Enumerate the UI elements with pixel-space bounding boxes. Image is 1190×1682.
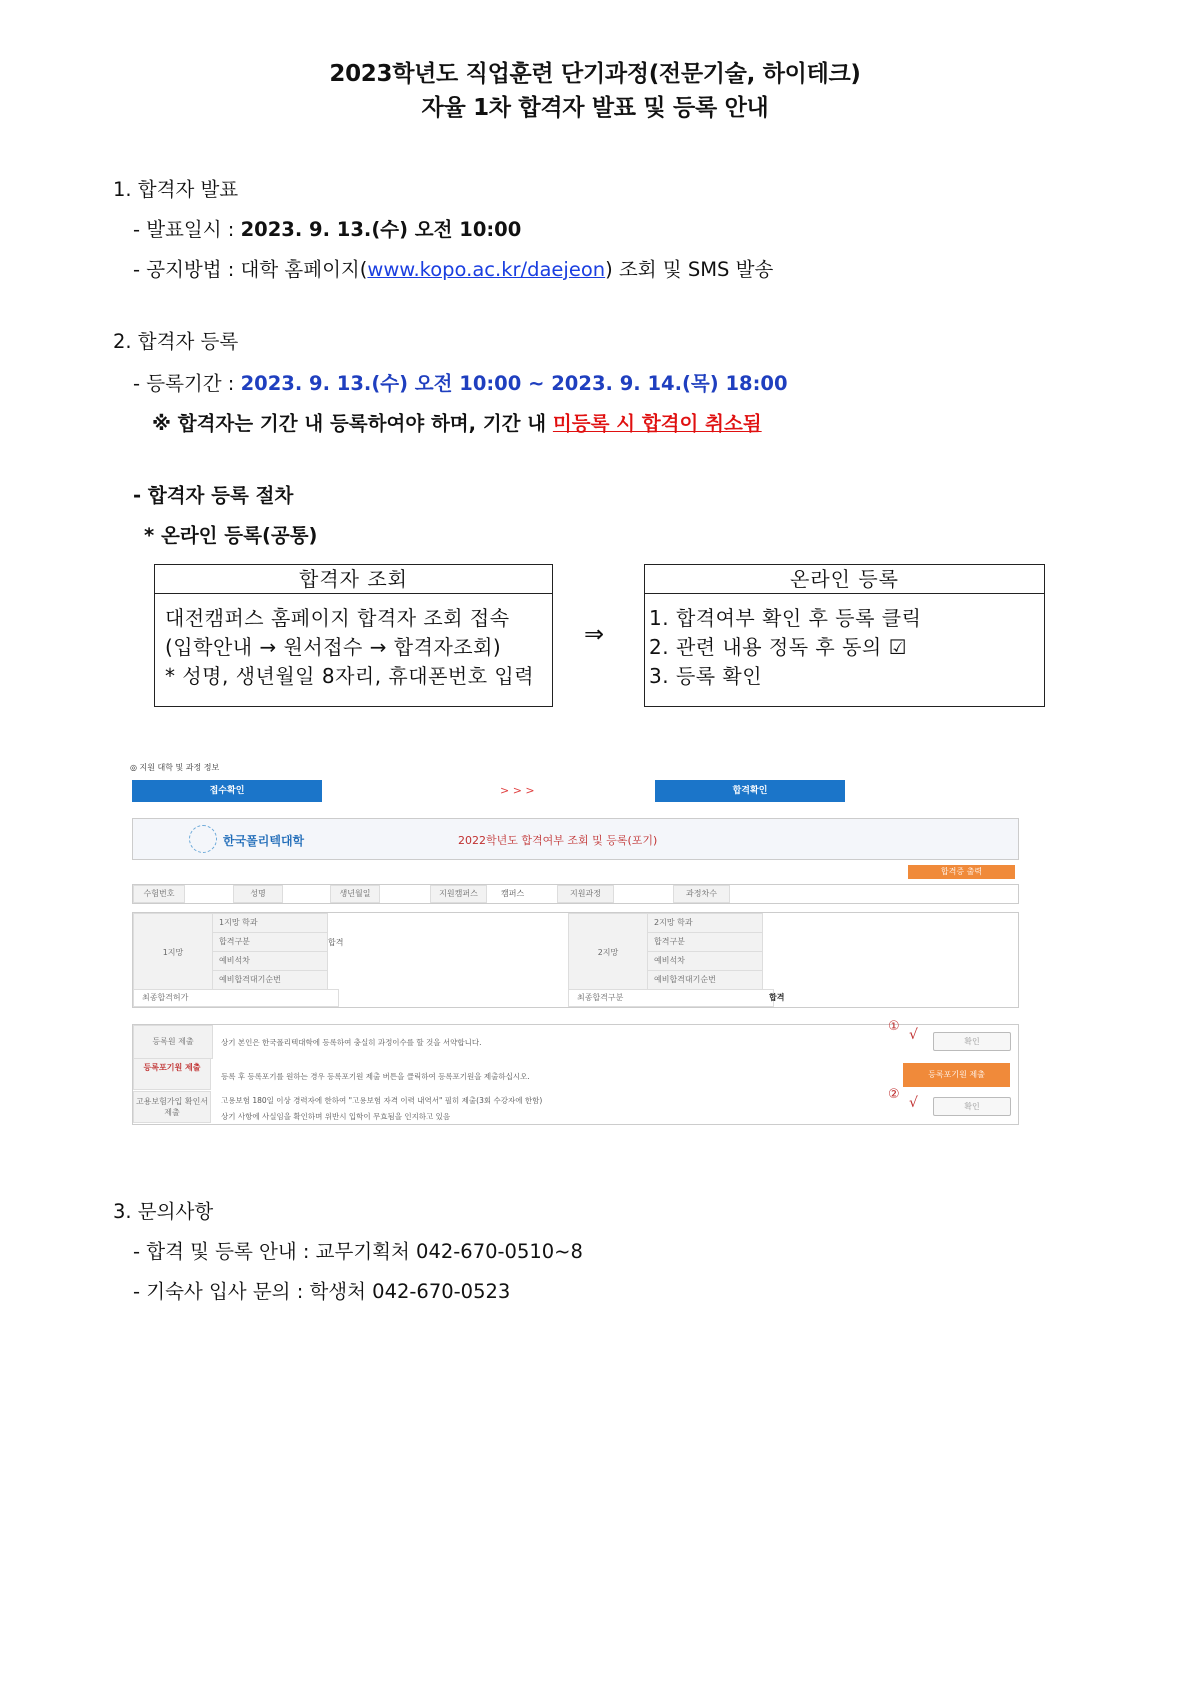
choice1-label: 1지망 bbox=[133, 913, 213, 993]
online-title: * 온라인 등록(공통) bbox=[144, 524, 318, 547]
section3-heading: 3. 문의사항 bbox=[113, 1200, 214, 1223]
choice1-pass-type-label: 합격구분 bbox=[212, 932, 328, 952]
check-mark-1-icon: √ bbox=[909, 1027, 918, 1043]
step-receipt-tab[interactable]: 접수확인 bbox=[132, 780, 322, 802]
lookup-box-header: 합격자 조회 bbox=[155, 565, 552, 594]
print-certificate-button[interactable]: 합격증 출력 bbox=[908, 865, 1015, 879]
announcement-date-value: 2023. 9. 13.(수) 오전 10:00 bbox=[240, 218, 522, 241]
step-mark-2: ② bbox=[888, 1087, 900, 1102]
registration-period bbox=[133, 368, 788, 396]
polytech-logo-icon bbox=[189, 825, 217, 853]
announcement-date bbox=[133, 214, 521, 242]
arrow-icon: ⇒ bbox=[584, 620, 605, 648]
insurance-text-1: 고용보험 180일 이상 경력자에 한하여 "고용보험 자격 이력 내역서" 필히 제출(3회 수강자에 한함) bbox=[221, 1096, 543, 1105]
register-box-line1: 1. 합격여부 확인 후 등록 클릭 bbox=[649, 606, 922, 630]
confirm-registration-button[interactable]: 확인 bbox=[933, 1032, 1011, 1051]
withdraw-label: 등록포기원 제출 bbox=[133, 1058, 211, 1090]
info-campus-value: 캠퍼스 bbox=[501, 889, 525, 898]
screenshot-section-label: ◎ 지원 대학 및 과정 정보 bbox=[130, 763, 220, 772]
homepage-link[interactable]: www.kopo.ac.kr/daejeon bbox=[367, 258, 606, 281]
insurance-text-2: 상기 사항에 사실임을 확인하며 위반시 입학이 무효됨을 인지하고 있음 bbox=[221, 1112, 451, 1121]
announcement-date-label: - 발표일시 : bbox=[133, 218, 241, 241]
registration-pledge-text: 상기 본인은 한국폴리텍대학에 등록하여 충실히 과정이수를 할 것을 서약합니다. bbox=[221, 1038, 482, 1047]
registration-period-value: 2023. 9. 13.(수) 오전 10:00 ~ 2023. 9. 14.(목) 18:00 bbox=[240, 372, 788, 395]
announcement-method-label: - 공지방법 : 대학 홈페이지( bbox=[133, 258, 368, 281]
register-box-line3: 3. 등록 확인 bbox=[649, 664, 763, 688]
document-title-line2: 자율 1차 합격자 발표 및 등록 안내 bbox=[421, 95, 769, 121]
lookup-box-line1: 대전캠퍼스 홈페이지 합격자 조회 접속 bbox=[165, 606, 510, 630]
step-result-tab[interactable]: 합격확인 bbox=[655, 780, 845, 802]
lookup-box-line2: (입학안내 → 원서접수 → 합격자조회) bbox=[165, 635, 502, 659]
embedded-screenshot bbox=[130, 762, 1020, 1142]
info-header-name: 성명 bbox=[233, 885, 283, 903]
choice2-waitlist-label: 예비합격대기순번 bbox=[647, 970, 763, 990]
final-pass-type-label: 최종합격구분 bbox=[568, 989, 774, 1007]
registration-note bbox=[152, 408, 762, 436]
submit-registration-label: 등록원 제출 bbox=[133, 1025, 213, 1059]
choice2-rank-label: 예비석차 bbox=[647, 951, 763, 971]
steps-arrows: > > > bbox=[500, 784, 535, 797]
section1-heading: 1. 합격자 발표 bbox=[113, 178, 239, 201]
choice1-dept-label: 1지망 학과 bbox=[212, 913, 328, 933]
announcement-method bbox=[133, 254, 773, 282]
submit-withdrawal-button[interactable]: 등록포기원 제출 bbox=[903, 1063, 1010, 1087]
screenshot-brand: 한국폴리텍대학 bbox=[223, 834, 305, 848]
step-mark-1: ① bbox=[888, 1019, 900, 1034]
registration-note-prefix: ※ 합격자는 기간 내 등록하여야 하며, 기간 내 bbox=[152, 412, 553, 435]
lookup-box bbox=[154, 564, 553, 707]
registration-period-label: - 등록기간 : bbox=[133, 372, 241, 395]
info-header-course: 지원과정 bbox=[557, 885, 614, 903]
register-box-line2: 2. 관련 내용 정독 후 동의 ☑ bbox=[649, 635, 908, 659]
check-mark-2-icon: √ bbox=[909, 1095, 918, 1111]
withdraw-instruction-text: 등록 후 등록포기를 원하는 경우 등록포기원 제출 버튼을 클릭하여 등록포기원을 제출하십시오. bbox=[221, 1072, 530, 1081]
screenshot-banner bbox=[132, 818, 1019, 860]
choice-results-table bbox=[132, 912, 1019, 1008]
register-box bbox=[644, 564, 1045, 707]
screenshot-page-title: 2022학년도 합격여부 조회 및 등록(포기) bbox=[458, 834, 658, 847]
insurance-label: 고용보험가입 확인서 제출 bbox=[133, 1091, 211, 1123]
applicant-info-row bbox=[132, 884, 1019, 904]
contact-academic: - 합격 및 등록 안내 : 교무기획처 042-670-0510~8 bbox=[133, 1240, 583, 1263]
registration-warning: 미등록 시 합격이 취소됨 bbox=[552, 412, 762, 435]
choice2-label: 2지망 bbox=[568, 913, 648, 993]
confirm-insurance-button[interactable]: 확인 bbox=[933, 1097, 1011, 1116]
info-header-campus: 지원캠퍼스 bbox=[430, 885, 487, 903]
register-box-header: 온라인 등록 bbox=[645, 565, 1044, 594]
choice1-pass-value: 합격 bbox=[328, 938, 344, 947]
choice1-waitlist-label: 예비합격대기순번 bbox=[212, 970, 328, 990]
choice2-dept-label: 2지망 학과 bbox=[647, 913, 763, 933]
final-pass-permit-label: 최종합격허가 bbox=[133, 989, 339, 1007]
procedure-title: - 합격자 등록 절차 bbox=[133, 484, 294, 507]
lookup-box-line3: * 성명, 생년월일 8자리, 휴대폰번호 입력 bbox=[165, 664, 535, 688]
document-title-line1: 2023학년도 직업훈련 단기과정(전문기술, 하이테크) bbox=[329, 61, 861, 87]
choice2-pass-type-label: 합격구분 bbox=[647, 932, 763, 952]
final-pass-value: 합격 bbox=[769, 993, 785, 1002]
info-header-birth: 생년월일 bbox=[330, 885, 380, 903]
info-header-exam-no: 수험번호 bbox=[133, 885, 185, 903]
choice1-rank-label: 예비석차 bbox=[212, 951, 328, 971]
announcement-method-suffix: ) 조회 및 SMS 발송 bbox=[605, 258, 774, 281]
section2-heading: 2. 합격자 등록 bbox=[113, 330, 239, 353]
info-header-round: 과정차수 bbox=[673, 885, 730, 903]
registration-actions-table bbox=[132, 1019, 1019, 1125]
contact-dormitory: - 기숙사 입사 문의 : 학생처 042-670-0523 bbox=[133, 1280, 511, 1303]
